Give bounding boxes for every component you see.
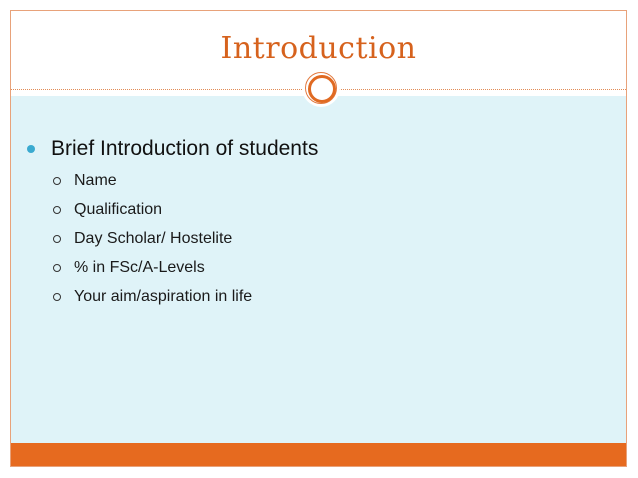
sub-bullet-text: Day Scholar/ Hostelite xyxy=(74,229,233,247)
double-ring-icon xyxy=(302,69,340,107)
slide xyxy=(10,10,627,467)
sub-bullet-text: Name xyxy=(74,171,117,189)
slide-title: Introduction xyxy=(220,31,417,66)
hollow-circle-bullet-icon xyxy=(53,177,61,185)
sub-bullet-item-aim xyxy=(25,282,318,311)
sub-bullet-list xyxy=(25,166,318,311)
bullet-list xyxy=(25,136,318,311)
sub-bullet-item-percentage xyxy=(25,253,318,282)
hollow-circle-bullet-icon xyxy=(53,264,61,272)
hollow-circle-bullet-icon xyxy=(53,206,61,214)
sub-bullet-item-name xyxy=(25,166,318,195)
main-bullet-item xyxy=(25,136,318,162)
sub-bullet-item-day-scholar xyxy=(25,224,318,253)
sub-bullet-item-qualification xyxy=(25,195,318,224)
footer-bar xyxy=(11,443,626,466)
hollow-circle-bullet-icon xyxy=(53,235,61,243)
hollow-circle-bullet-icon xyxy=(53,293,61,301)
sub-bullet-text: Your aim/aspiration in life xyxy=(74,287,253,305)
sub-bullet-text: Qualification xyxy=(74,200,163,218)
inner-ring xyxy=(308,75,336,103)
filled-circle-bullet-icon xyxy=(27,145,35,153)
sub-bullet-text: % in FSc/A-Levels xyxy=(74,258,205,276)
main-bullet-text: Brief Introduction of students xyxy=(51,137,319,160)
